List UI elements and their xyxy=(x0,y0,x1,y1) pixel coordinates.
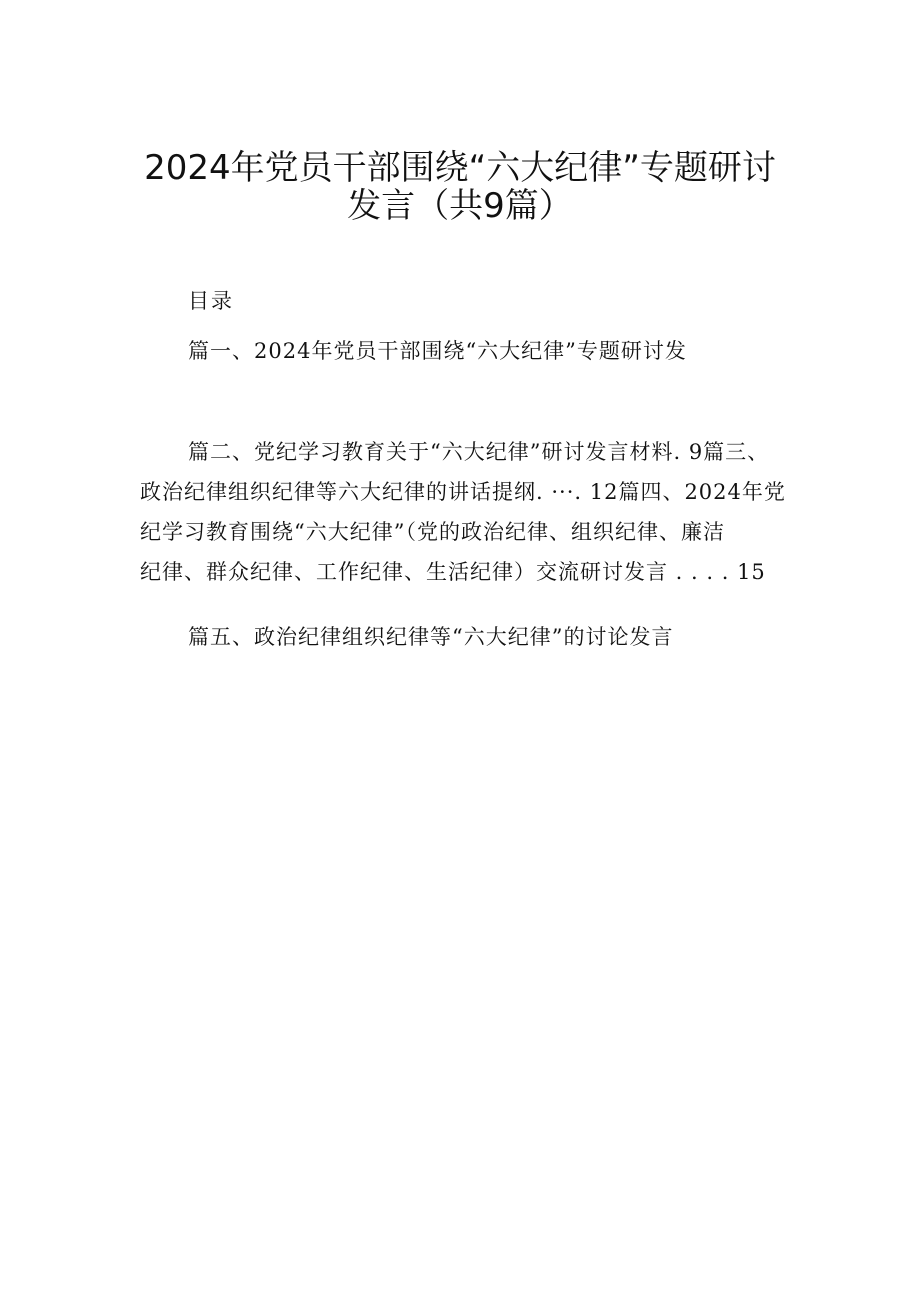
toc-paragraph-line-3: 纪学习教育围绕“六大纪律”（党的政治纪律、组织纪律、廉洁 xyxy=(140,520,725,544)
document-title-line-2: 发言（共9篇） xyxy=(347,186,573,226)
toc-paragraph xyxy=(140,432,786,592)
toc-heading: 目录 xyxy=(188,289,234,313)
toc-entry-1: 篇一、2024年党员干部围绕“六大纪律”专题研讨发 xyxy=(188,339,687,363)
toc-paragraph-line-2: 政治纪律组织纪律等六大纪律的讲话提纲. ···. 12篇四、2024年党 xyxy=(140,480,786,504)
toc-entry-5: 篇五、政治纪律组织纪律等“六大纪律”的讨论发言 xyxy=(188,625,674,649)
document-title-line-1: 2024年党员干部围绕“六大纪律”专题研讨 xyxy=(144,148,776,188)
toc-paragraph-line-1: 篇二、党纪学习教育关于“六大纪律”研讨发言材料. 9篇三、 xyxy=(188,440,770,464)
toc-paragraph-line-4: 纪律、群众纪律、工作纪律、生活纪律）交流研讨发言 . . . . 15 xyxy=(140,560,766,584)
